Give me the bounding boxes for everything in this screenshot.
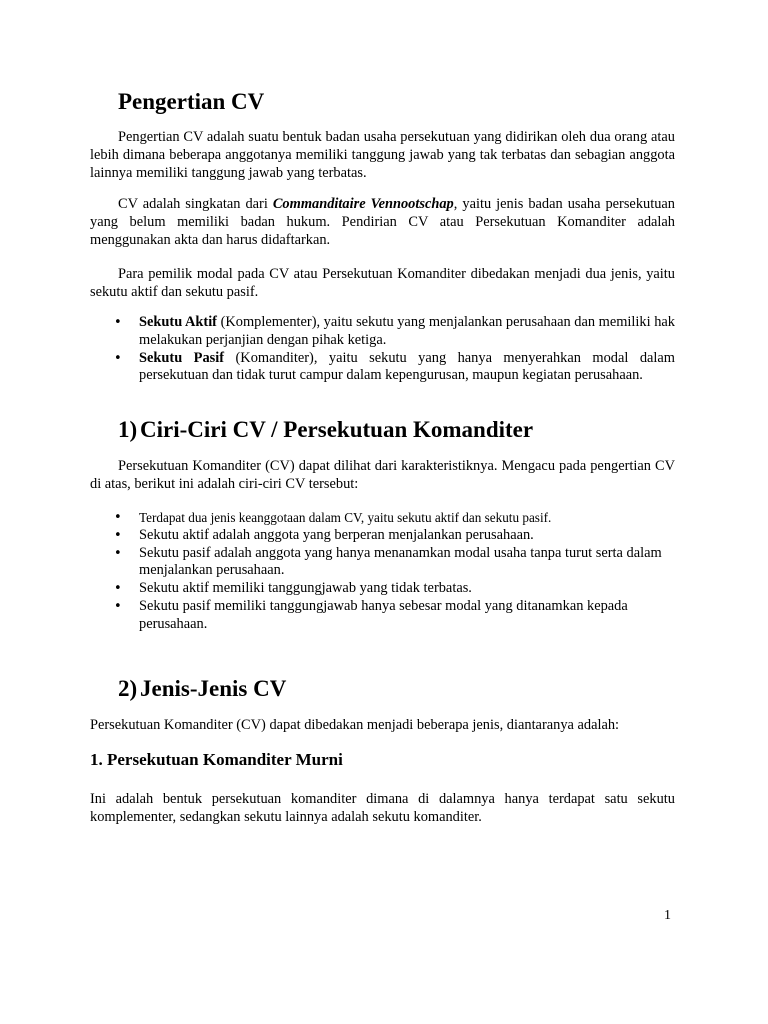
- characteristics-list: [114, 509, 675, 634]
- cv-definition-text-after: , yaitu jenis badan usaha persekutuan yang belum memiliki badan hukum. Pendirian CV atau Persekutuan Komanditer adalah menggunakan akta dan harus didaftarkan.: [90, 196, 675, 249]
- cv-definition-paragraph: [90, 195, 675, 250]
- intro-paragraph: Pengertian CV adalah suatu bentuk badan usaha persekutuan yang didirikan oleh dua orang atau lebih dimana beberapa anggotanya memiliki tanggung jawab yang tak terbatas dan sebagian anggota lainnya memiliki tanggung jawab yang terbatas.: [90, 129, 675, 182]
- subsection-title: 1. Persekutuan Komanditer Murni: [90, 750, 343, 769]
- partner-desc: (Komanditer), yaitu sekutu yang hanya menyerahkan modal dalam persekutuan dan tidak turut campur dalam kepengurusan, maupun kegiatan perusahaan.: [139, 349, 675, 384]
- page-title: Pengertian CV: [118, 89, 265, 114]
- section2-paragraph: Persekutuan Komanditer (CV) dapat dibedakan menjadi beberapa jenis, diantaranya adalah:: [90, 717, 620, 733]
- list-item: [114, 314, 675, 350]
- partner-term: Sekutu Aktif: [139, 314, 217, 330]
- list-item: • Terdapat dua jenis keanggotaan dalam CV, yaitu sekutu aktif dan sekutu pasif.: [114, 509, 675, 527]
- section2-number: 2): [118, 676, 138, 701]
- list-item: • Sekutu aktif adalah anggota yang berperan menjalankan perusahaan.: [114, 527, 675, 545]
- partner-types-list: [114, 314, 675, 385]
- section1-title: Ciri-Ciri CV / Persekutuan Komanditer: [140, 417, 534, 442]
- section1-paragraph: Persekutuan Komanditer (CV) dapat dilihat dari karakteristiknya. Mengacu pada pengertian CV di atas, berikut ini adalah ciri-ciri CV tersebut:: [90, 458, 675, 493]
- list-item: • Sekutu pasif memiliki tanggungjawab hanya sebesar modal yang ditanamkan kepada perusahaan.: [114, 598, 675, 634]
- list-item: [114, 350, 675, 386]
- section1-number: 1): [118, 417, 138, 442]
- partner-term: Sekutu Pasif: [139, 349, 225, 366]
- subsection-paragraph: Ini adalah bentuk persekutuan komanditer dimana di dalamnya hanya terdapat satu sekutu komplementer, sedangkan sekutu lainnya adalah sekutu komanditer.: [90, 791, 675, 826]
- list-item: • Sekutu aktif memiliki tanggungjawab yang tidak terbatas.: [114, 580, 675, 598]
- owners-paragraph: Para pemilik modal pada CV atau Persekutuan Komanditer dibedakan menjadi dua jenis, yaitu sekutu aktif dan sekutu pasif.: [90, 266, 675, 301]
- section2-title: Jenis-Jenis CV: [140, 676, 287, 701]
- list-item: • Sekutu pasif adalah anggota yang hanya menanamkan modal usaha tanpa turut serta dalam menjalankan perusahaan.: [114, 545, 675, 581]
- section2-heading: [118, 675, 286, 703]
- section1-heading: [118, 416, 533, 444]
- partner-desc: (Komplementer), yaitu sekutu yang menjalankan perusahaan dan memiliki hak melakukan perjanjian dengan pihak ketiga.: [139, 314, 675, 348]
- page-number: 1: [664, 908, 671, 923]
- cv-definition-emphasis: Commanditaire Vennootschap: [272, 196, 454, 212]
- cv-definition-text-before: CV adalah singkatan dari: [118, 196, 273, 212]
